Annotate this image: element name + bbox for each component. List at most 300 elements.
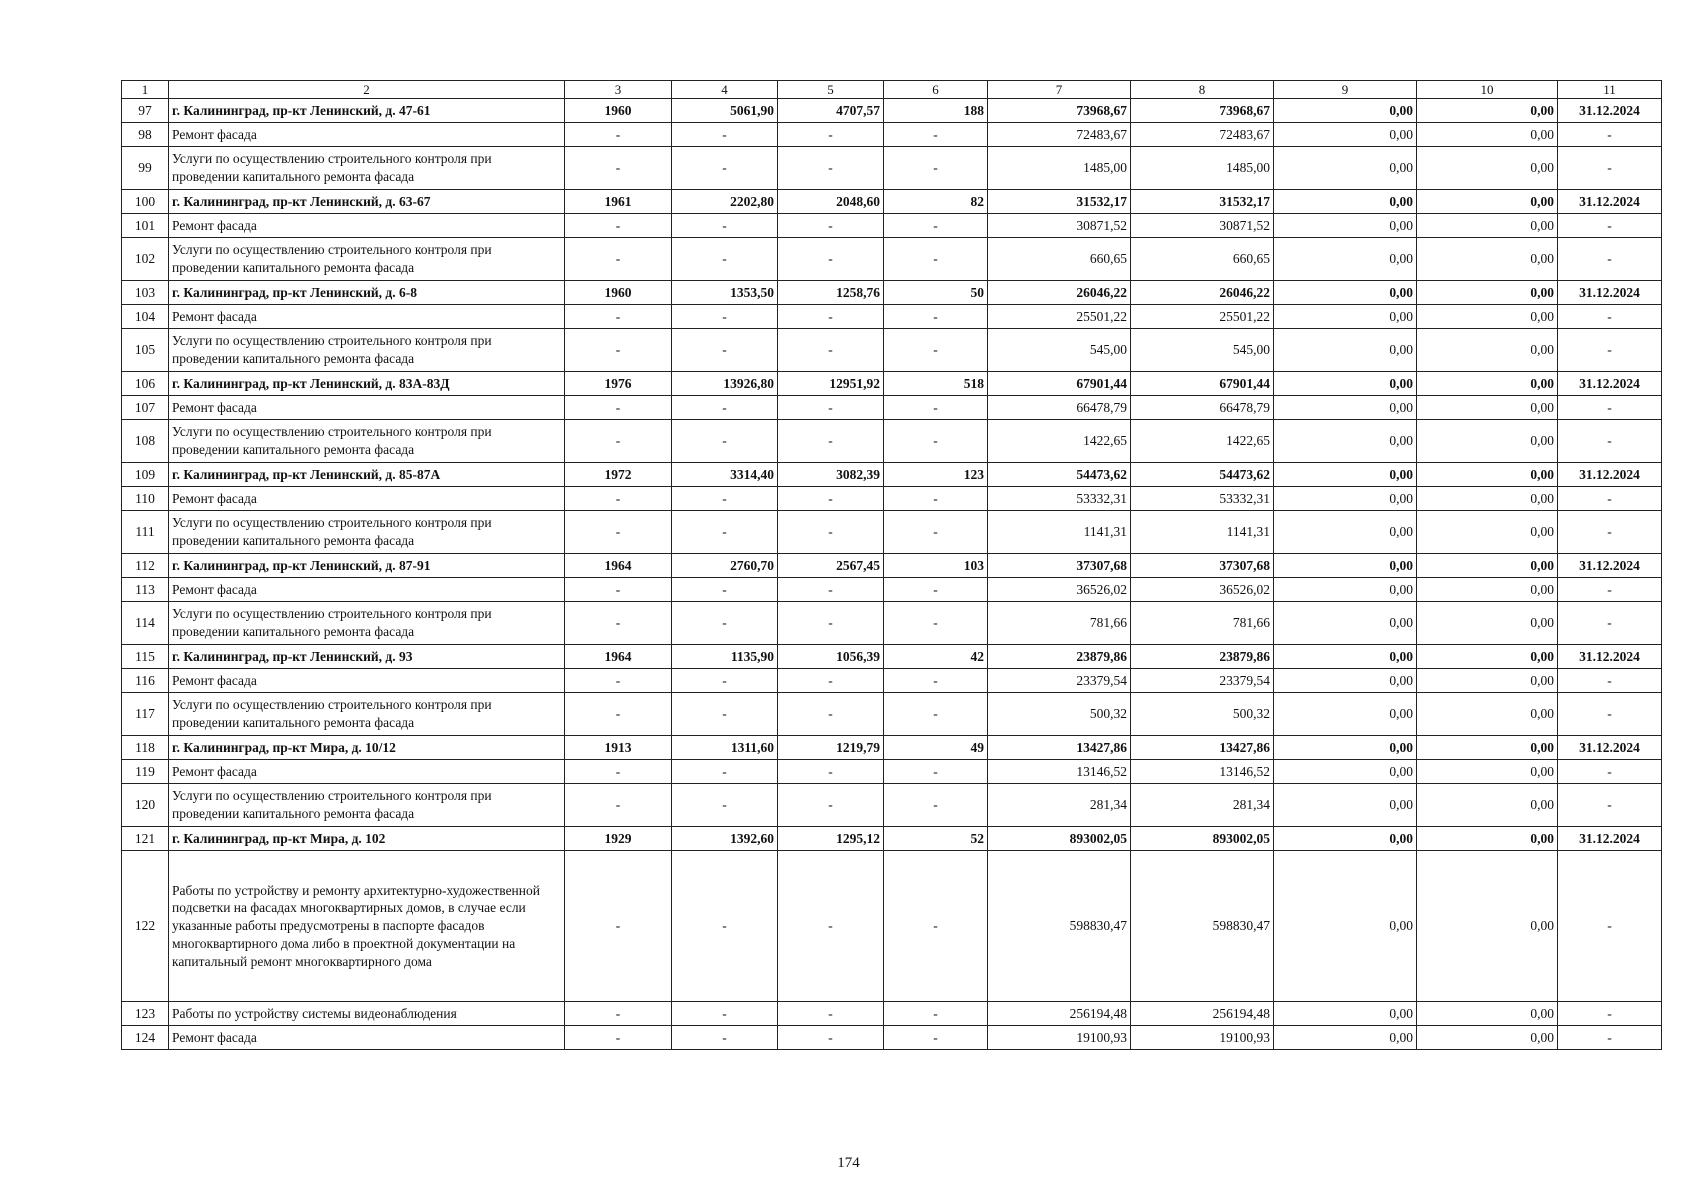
fund-cost: 73968,67: [1131, 99, 1274, 123]
fund-cost: 31532,17: [1131, 190, 1274, 214]
row-description: Услуги по осуществлению строительного контроля при проведении капитального ремонта фасада: [169, 511, 565, 554]
total-area: -: [672, 420, 778, 463]
completion-date: -: [1558, 238, 1662, 281]
table-row: [122, 238, 1662, 281]
completion-date: 31.12.2024: [1558, 190, 1662, 214]
residents: -: [884, 784, 988, 827]
living-area: 4707,57: [778, 99, 884, 123]
build-year: -: [565, 487, 672, 511]
row-number: 111: [122, 511, 169, 554]
total-cost: 66478,79: [988, 396, 1131, 420]
owner-cost: 0,00: [1417, 1002, 1558, 1026]
total-area: -: [672, 214, 778, 238]
budget-cost: 0,00: [1274, 214, 1417, 238]
owner-cost: 0,00: [1417, 693, 1558, 736]
row-description: г. Калининград, пр-кт Ленинский, д. 63-67: [169, 190, 565, 214]
total-cost: 67901,44: [988, 372, 1131, 396]
living-area: -: [778, 123, 884, 147]
row-description: Ремонт фасада: [169, 760, 565, 784]
residents: -: [884, 305, 988, 329]
table-row: [122, 281, 1662, 305]
owner-cost: 0,00: [1417, 736, 1558, 760]
fund-cost: 1422,65: [1131, 420, 1274, 463]
owner-cost: 0,00: [1417, 147, 1558, 190]
row-number: 108: [122, 420, 169, 463]
column-header-5: 5: [778, 81, 884, 99]
total-area: -: [672, 669, 778, 693]
residents: -: [884, 511, 988, 554]
row-description: Ремонт фасада: [169, 487, 565, 511]
table-row: [122, 214, 1662, 238]
total-cost: 36526,02: [988, 578, 1131, 602]
budget-cost: 0,00: [1274, 238, 1417, 281]
total-cost: 13427,86: [988, 736, 1131, 760]
total-area: 1392,60: [672, 827, 778, 851]
total-area: -: [672, 305, 778, 329]
fund-cost: 598830,47: [1131, 851, 1274, 1002]
residents: -: [884, 578, 988, 602]
table-row: [122, 372, 1662, 396]
living-area: -: [778, 578, 884, 602]
completion-date: -: [1558, 669, 1662, 693]
total-cost: 781,66: [988, 602, 1131, 645]
owner-cost: 0,00: [1417, 827, 1558, 851]
total-cost: 26046,22: [988, 281, 1131, 305]
living-area: 2048,60: [778, 190, 884, 214]
living-area: -: [778, 1026, 884, 1050]
fund-cost: 1141,31: [1131, 511, 1274, 554]
total-cost: 281,34: [988, 784, 1131, 827]
completion-date: -: [1558, 305, 1662, 329]
row-description: Ремонт фасада: [169, 214, 565, 238]
completion-date: -: [1558, 214, 1662, 238]
budget-cost: 0,00: [1274, 420, 1417, 463]
residents: 188: [884, 99, 988, 123]
row-number: 100: [122, 190, 169, 214]
build-year: 1960: [565, 281, 672, 305]
table-row: [122, 487, 1662, 511]
build-year: 1960: [565, 99, 672, 123]
budget-cost: 0,00: [1274, 693, 1417, 736]
total-cost: 500,32: [988, 693, 1131, 736]
budget-cost: 0,00: [1274, 851, 1417, 1002]
build-year: -: [565, 396, 672, 420]
table-row: [122, 736, 1662, 760]
column-header-2: 2: [169, 81, 565, 99]
fund-cost: 13146,52: [1131, 760, 1274, 784]
build-year: 1964: [565, 554, 672, 578]
row-number: 122: [122, 851, 169, 1002]
completion-date: -: [1558, 420, 1662, 463]
owner-cost: 0,00: [1417, 1026, 1558, 1050]
owner-cost: 0,00: [1417, 123, 1558, 147]
total-area: -: [672, 238, 778, 281]
row-description: Услуги по осуществлению строительного контроля при проведении капитального ремонта фасада: [169, 238, 565, 281]
row-number: 110: [122, 487, 169, 511]
living-area: -: [778, 329, 884, 372]
table-row: [122, 190, 1662, 214]
build-year: 1976: [565, 372, 672, 396]
fund-cost: 500,32: [1131, 693, 1274, 736]
build-year: 1929: [565, 827, 672, 851]
row-description: Ремонт фасада: [169, 305, 565, 329]
total-cost: 598830,47: [988, 851, 1131, 1002]
table-row: [122, 602, 1662, 645]
completion-date: -: [1558, 602, 1662, 645]
total-cost: 893002,05: [988, 827, 1131, 851]
completion-date: -: [1558, 1026, 1662, 1050]
total-cost: 31532,17: [988, 190, 1131, 214]
row-number: 124: [122, 1026, 169, 1050]
completion-date: -: [1558, 396, 1662, 420]
residents: 103: [884, 554, 988, 578]
completion-date: -: [1558, 851, 1662, 1002]
living-area: 1219,79: [778, 736, 884, 760]
owner-cost: 0,00: [1417, 487, 1558, 511]
row-number: 103: [122, 281, 169, 305]
completion-date: 31.12.2024: [1558, 554, 1662, 578]
build-year: -: [565, 238, 672, 281]
owner-cost: 0,00: [1417, 784, 1558, 827]
residents: -: [884, 851, 988, 1002]
total-cost: 53332,31: [988, 487, 1131, 511]
fund-cost: 36526,02: [1131, 578, 1274, 602]
row-description: Ремонт фасада: [169, 123, 565, 147]
row-description: г. Калининград, пр-кт Ленинский, д. 93: [169, 645, 565, 669]
fund-cost: 256194,48: [1131, 1002, 1274, 1026]
residents: -: [884, 760, 988, 784]
row-number: 107: [122, 396, 169, 420]
owner-cost: 0,00: [1417, 645, 1558, 669]
budget-cost: 0,00: [1274, 305, 1417, 329]
fund-cost: 893002,05: [1131, 827, 1274, 851]
residents: -: [884, 1026, 988, 1050]
register-sheet: [121, 80, 1661, 1050]
budget-cost: 0,00: [1274, 147, 1417, 190]
residents: 49: [884, 736, 988, 760]
build-year: -: [565, 1026, 672, 1050]
column-header-11: 11: [1558, 81, 1662, 99]
living-area: -: [778, 420, 884, 463]
total-cost: 19100,93: [988, 1026, 1131, 1050]
owner-cost: 0,00: [1417, 420, 1558, 463]
row-number: 119: [122, 760, 169, 784]
living-area: 3082,39: [778, 463, 884, 487]
completion-date: 31.12.2024: [1558, 736, 1662, 760]
budget-cost: 0,00: [1274, 329, 1417, 372]
living-area: -: [778, 784, 884, 827]
completion-date: 31.12.2024: [1558, 99, 1662, 123]
column-header-3: 3: [565, 81, 672, 99]
row-description: Услуги по осуществлению строительного контроля при проведении капитального ремонта фасада: [169, 420, 565, 463]
row-description: Ремонт фасада: [169, 396, 565, 420]
row-number: 106: [122, 372, 169, 396]
row-number: 121: [122, 827, 169, 851]
row-description: Услуги по осуществлению строительного контроля при проведении капитального ремонта фасада: [169, 784, 565, 827]
budget-cost: 0,00: [1274, 190, 1417, 214]
build-year: -: [565, 602, 672, 645]
row-description: Ремонт фасада: [169, 578, 565, 602]
total-area: -: [672, 693, 778, 736]
row-number: 97: [122, 99, 169, 123]
fund-cost: 13427,86: [1131, 736, 1274, 760]
owner-cost: 0,00: [1417, 511, 1558, 554]
total-area: -: [672, 1026, 778, 1050]
residents: -: [884, 214, 988, 238]
build-year: -: [565, 511, 672, 554]
total-area: 1311,60: [672, 736, 778, 760]
completion-date: 31.12.2024: [1558, 372, 1662, 396]
completion-date: 31.12.2024: [1558, 281, 1662, 305]
residents: 42: [884, 645, 988, 669]
residents: -: [884, 669, 988, 693]
table-row: [122, 99, 1662, 123]
budget-cost: 0,00: [1274, 487, 1417, 511]
residents: 82: [884, 190, 988, 214]
budget-cost: 0,00: [1274, 511, 1417, 554]
table-row: [122, 420, 1662, 463]
total-area: -: [672, 396, 778, 420]
table-row: [122, 693, 1662, 736]
table-row: [122, 329, 1662, 372]
budget-cost: 0,00: [1274, 123, 1417, 147]
owner-cost: 0,00: [1417, 851, 1558, 1002]
table-body: [122, 81, 1662, 1050]
table-row: [122, 511, 1662, 554]
budget-cost: 0,00: [1274, 554, 1417, 578]
row-number: 105: [122, 329, 169, 372]
total-area: -: [672, 578, 778, 602]
total-area: -: [672, 511, 778, 554]
living-area: -: [778, 669, 884, 693]
row-number: 117: [122, 693, 169, 736]
column-number-header: [122, 81, 1662, 99]
residents: -: [884, 487, 988, 511]
table-row: [122, 1002, 1662, 1026]
row-number: 123: [122, 1002, 169, 1026]
budget-cost: 0,00: [1274, 736, 1417, 760]
living-area: -: [778, 1002, 884, 1026]
living-area: 12951,92: [778, 372, 884, 396]
owner-cost: 0,00: [1417, 669, 1558, 693]
table-row: [122, 760, 1662, 784]
completion-date: -: [1558, 1002, 1662, 1026]
column-header-1: 1: [122, 81, 169, 99]
build-year: 1964: [565, 645, 672, 669]
row-description: Услуги по осуществлению строительного контроля при проведении капитального ремонта фасада: [169, 602, 565, 645]
budget-cost: 0,00: [1274, 784, 1417, 827]
residents: -: [884, 693, 988, 736]
residents: -: [884, 602, 988, 645]
total-cost: 23379,54: [988, 669, 1131, 693]
total-cost: 72483,67: [988, 123, 1131, 147]
residents: -: [884, 1002, 988, 1026]
living-area: -: [778, 238, 884, 281]
living-area: 1056,39: [778, 645, 884, 669]
total-area: 1135,90: [672, 645, 778, 669]
residents: -: [884, 329, 988, 372]
budget-cost: 0,00: [1274, 99, 1417, 123]
row-number: 99: [122, 147, 169, 190]
fund-cost: 54473,62: [1131, 463, 1274, 487]
total-cost: 1141,31: [988, 511, 1131, 554]
residents: -: [884, 123, 988, 147]
total-area: -: [672, 760, 778, 784]
total-cost: 1422,65: [988, 420, 1131, 463]
table-row: [122, 827, 1662, 851]
completion-date: -: [1558, 511, 1662, 554]
completion-date: 31.12.2024: [1558, 827, 1662, 851]
row-description: Работы по устройству системы видеонаблюдения: [169, 1002, 565, 1026]
fund-cost: 26046,22: [1131, 281, 1274, 305]
row-description: Услуги по осуществлению строительного контроля при проведении капитального ремонта фасада: [169, 329, 565, 372]
living-area: -: [778, 511, 884, 554]
residents: -: [884, 420, 988, 463]
budget-cost: 0,00: [1274, 281, 1417, 305]
page-number: 174: [837, 1155, 860, 1171]
row-number: 98: [122, 123, 169, 147]
living-area: 1295,12: [778, 827, 884, 851]
budget-cost: 0,00: [1274, 1026, 1417, 1050]
build-year: 1913: [565, 736, 672, 760]
row-number: 116: [122, 669, 169, 693]
budget-cost: 0,00: [1274, 760, 1417, 784]
residents: 52: [884, 827, 988, 851]
completion-date: 31.12.2024: [1558, 463, 1662, 487]
living-area: -: [778, 305, 884, 329]
table-row: [122, 305, 1662, 329]
total-cost: 30871,52: [988, 214, 1131, 238]
total-area: -: [672, 784, 778, 827]
living-area: -: [778, 396, 884, 420]
row-description: Ремонт фасада: [169, 669, 565, 693]
build-year: -: [565, 669, 672, 693]
table-row: [122, 123, 1662, 147]
build-year: -: [565, 693, 672, 736]
owner-cost: 0,00: [1417, 190, 1558, 214]
fund-cost: 23379,54: [1131, 669, 1274, 693]
total-area: -: [672, 329, 778, 372]
completion-date: -: [1558, 147, 1662, 190]
build-year: -: [565, 329, 672, 372]
table-row: [122, 396, 1662, 420]
total-cost: 23879,86: [988, 645, 1131, 669]
fund-cost: 67901,44: [1131, 372, 1274, 396]
capital-repair-table: [121, 80, 1662, 1050]
build-year: -: [565, 420, 672, 463]
owner-cost: 0,00: [1417, 463, 1558, 487]
total-area: -: [672, 487, 778, 511]
total-area: 1353,50: [672, 281, 778, 305]
total-area: 2202,80: [672, 190, 778, 214]
build-year: -: [565, 784, 672, 827]
completion-date: -: [1558, 784, 1662, 827]
living-area: -: [778, 760, 884, 784]
owner-cost: 0,00: [1417, 329, 1558, 372]
row-description: г. Калининград, пр-кт Ленинский, д. 85-87А: [169, 463, 565, 487]
row-number: 118: [122, 736, 169, 760]
completion-date: -: [1558, 487, 1662, 511]
fund-cost: 53332,31: [1131, 487, 1274, 511]
row-description: Услуги по осуществлению строительного контроля при проведении капитального ремонта фасада: [169, 147, 565, 190]
build-year: -: [565, 214, 672, 238]
table-row: [122, 554, 1662, 578]
fund-cost: 25501,22: [1131, 305, 1274, 329]
total-cost: 256194,48: [988, 1002, 1131, 1026]
row-number: 120: [122, 784, 169, 827]
table-row: [122, 645, 1662, 669]
total-area: -: [672, 147, 778, 190]
row-number: 112: [122, 554, 169, 578]
budget-cost: 0,00: [1274, 1002, 1417, 1026]
row-number: 104: [122, 305, 169, 329]
row-description: г. Калининград, пр-кт Ленинский, д. 83А-83Д: [169, 372, 565, 396]
owner-cost: 0,00: [1417, 396, 1558, 420]
row-description: г. Калининград, пр-кт Мира, д. 102: [169, 827, 565, 851]
budget-cost: 0,00: [1274, 602, 1417, 645]
fund-cost: 1485,00: [1131, 147, 1274, 190]
table-row: [122, 784, 1662, 827]
table-row: [122, 147, 1662, 190]
owner-cost: 0,00: [1417, 554, 1558, 578]
owner-cost: 0,00: [1417, 602, 1558, 645]
budget-cost: 0,00: [1274, 396, 1417, 420]
row-number: 115: [122, 645, 169, 669]
fund-cost: 30871,52: [1131, 214, 1274, 238]
build-year: -: [565, 123, 672, 147]
completion-date: -: [1558, 578, 1662, 602]
column-header-10: 10: [1417, 81, 1558, 99]
living-area: 1258,76: [778, 281, 884, 305]
living-area: -: [778, 487, 884, 511]
residents: -: [884, 238, 988, 281]
table-row: [122, 463, 1662, 487]
total-area: 13926,80: [672, 372, 778, 396]
row-description: Услуги по осуществлению строительного контроля при проведении капитального ремонта фасада: [169, 693, 565, 736]
total-area: 2760,70: [672, 554, 778, 578]
build-year: -: [565, 305, 672, 329]
residents: 50: [884, 281, 988, 305]
column-header-8: 8: [1131, 81, 1274, 99]
fund-cost: 19100,93: [1131, 1026, 1274, 1050]
total-cost: 37307,68: [988, 554, 1131, 578]
total-cost: 660,65: [988, 238, 1131, 281]
living-area: 2567,45: [778, 554, 884, 578]
total-cost: 54473,62: [988, 463, 1131, 487]
build-year: -: [565, 760, 672, 784]
total-area: -: [672, 123, 778, 147]
fund-cost: 781,66: [1131, 602, 1274, 645]
owner-cost: 0,00: [1417, 760, 1558, 784]
fund-cost: 72483,67: [1131, 123, 1274, 147]
build-year: -: [565, 1002, 672, 1026]
row-description: Ремонт фасада: [169, 1026, 565, 1050]
budget-cost: 0,00: [1274, 372, 1417, 396]
owner-cost: 0,00: [1417, 305, 1558, 329]
table-row: [122, 669, 1662, 693]
budget-cost: 0,00: [1274, 463, 1417, 487]
total-area: -: [672, 851, 778, 1002]
total-cost: 545,00: [988, 329, 1131, 372]
row-description: г. Калининград, пр-кт Ленинский, д. 47-61: [169, 99, 565, 123]
row-description: г. Калининград, пр-кт Ленинский, д. 87-91: [169, 554, 565, 578]
owner-cost: 0,00: [1417, 99, 1558, 123]
residents: 123: [884, 463, 988, 487]
completion-date: -: [1558, 329, 1662, 372]
living-area: -: [778, 693, 884, 736]
total-area: 5061,90: [672, 99, 778, 123]
living-area: -: [778, 214, 884, 238]
